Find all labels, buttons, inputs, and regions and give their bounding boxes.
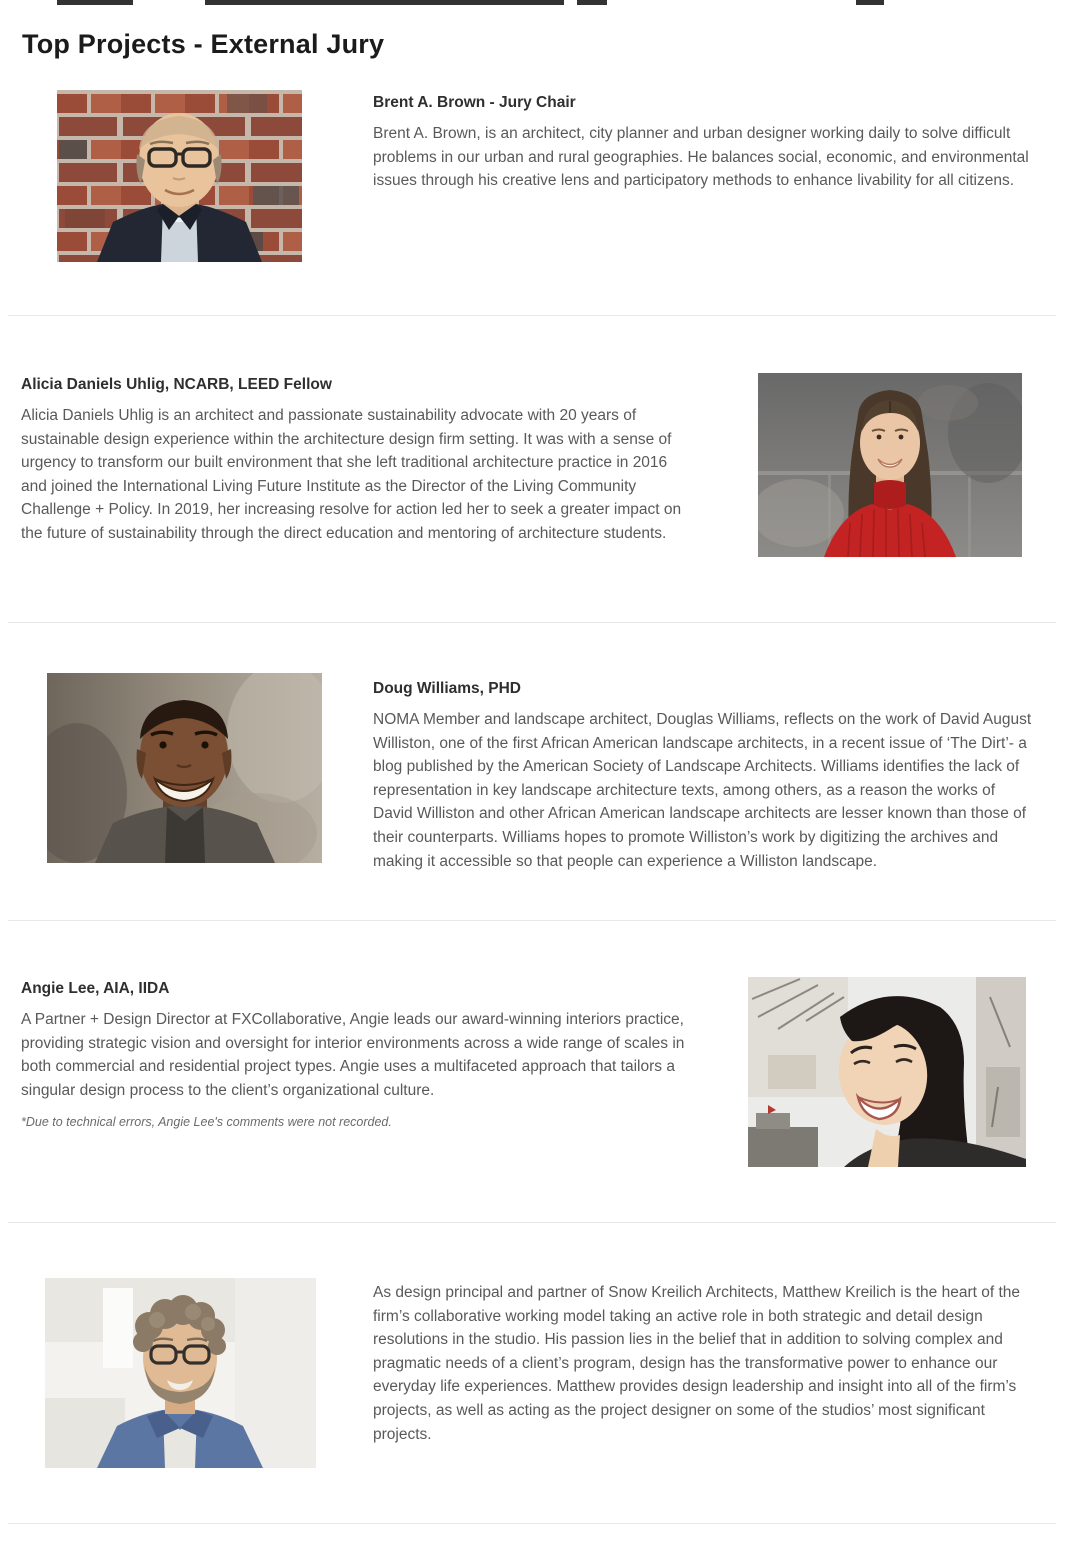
portrait-brent-brown-illustration — [57, 90, 302, 262]
section-divider — [8, 1523, 1056, 1524]
member-bio: As design principal and partner of Snow Kreilich Architects, Matthew Kreilich is the heart of the firm’s collaborative working model taking an active role in both strategic and detail design resolutions in the studio. His passion lies in the belief that in addition to solving complex and pragmatic needs of a client’s program, design has the transformative power to enhance our everyday life experiences. Matthew provides design leadership and insight into all of the firm’s projects, as well as acting as the project designer on some of the studios’ most significant projects. — [373, 1284, 1021, 1443]
portrait-doug-williams — [47, 673, 322, 863]
top-edge-artifact — [205, 0, 564, 5]
jury-member-brent-brown — [373, 93, 1033, 193]
portrait-matthew-kreilich — [45, 1278, 316, 1468]
portrait-doug-williams-illustration — [47, 673, 322, 863]
section-divider — [8, 920, 1056, 921]
section-divider — [8, 1222, 1056, 1223]
member-name: Brent A. Brown - Jury Chair — [373, 94, 576, 111]
section-divider — [8, 622, 1056, 623]
portrait-angie-lee — [748, 977, 1026, 1167]
member-name: Doug Williams, PHD — [373, 680, 521, 697]
jury-member-matthew-kreilich — [373, 1281, 1041, 1446]
portrait-alicia-daniels-uhlig-illustration — [758, 373, 1022, 557]
portrait-brent-brown — [57, 90, 302, 262]
top-edge-artifact — [577, 0, 607, 5]
member-bio: Brent A. Brown, is an architect, city planner and urban designer working daily to solve difficult problems in our urban and rural geographies. He balances social, economic, and environmental issues through his creative lens and participatory methods to enhance livability for all citizens. — [373, 125, 1029, 190]
member-bio: A Partner + Design Director at FXCollaborative, Angie leads our award-winning interiors practice, providing strategic vision and oversight for interior environments across a wide range of scales in both commercial and residential project types. Angie uses a multifaceted approach that tailors a singular design process to the client’s organizational culture. — [21, 1011, 685, 1099]
portrait-angie-lee-illustration — [748, 977, 1026, 1167]
member-name: Angie Lee, AIA, IIDA — [21, 980, 170, 997]
top-edge-artifact — [856, 0, 884, 5]
jury-member-angie-lee — [21, 979, 693, 1130]
member-bio: NOMA Member and landscape architect, Douglas Williams, reflects on the work of David August Williston, one of the first African American landscape architects, in a recent issue of ‘The Dirt’- a blog published by the American Society of Landscape Architects. Williams identifies the lack of representation in key landscape architecture texts, among others, as a reason the works of David Williston and other African American landscape architects are lesser known than those of their counterparts. Williams hopes to promote Williston’s work by digitizing the archives and making it accessible so that people can experience a Williston landscape. — [373, 711, 1032, 870]
page-title: Top Projects - External Jury — [22, 29, 385, 60]
member-footnote: *Due to technical errors, Angie Lee's comments were not recorded. — [21, 1115, 392, 1130]
member-name: Alicia Daniels Uhlig, NCARB, LEED Fellow — [21, 376, 332, 393]
section-divider — [8, 315, 1056, 316]
jury-member-doug-williams — [373, 679, 1037, 873]
portrait-alicia-daniels-uhlig — [758, 373, 1022, 557]
portrait-matthew-kreilich-illustration — [45, 1278, 316, 1468]
top-edge-artifact — [57, 0, 133, 5]
member-bio: Alicia Daniels Uhlig is an architect and passionate sustainability advocate with 20 years of sustainable design experience within the architecture design firm setting. It was with a sense of urgency to transform our built environment that she left traditional architecture practice in 2016 and joined the International Living Future Institute as the Director of the Living Community Challenge + Policy. In 2019, her increasing resolve for action led her to seek a greater impact on the future of sustainability through the direct education and mentoring of architecture students. — [21, 407, 682, 542]
jury-member-alicia-daniels-uhlig — [21, 375, 689, 546]
